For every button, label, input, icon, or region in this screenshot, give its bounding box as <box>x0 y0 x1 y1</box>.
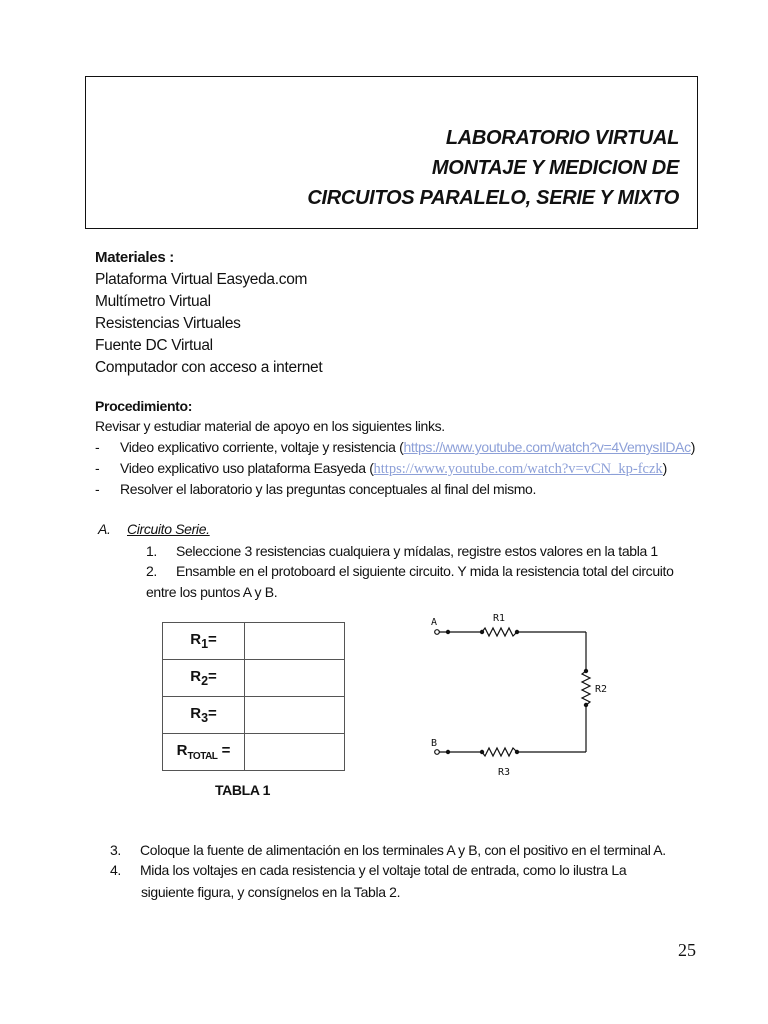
step-3-number: 3. <box>110 842 121 858</box>
step-4-text: Mida los voltajes en cada resistencia y el voltaje total de entrada, como lo ilustra La <box>140 862 627 878</box>
title-line-1: LABORATORIO VIRTUAL <box>445 127 679 149</box>
bullet-1-text: Video explicativo corriente, voltaje y resistencia ( <box>120 439 404 455</box>
bullet-dash: - <box>95 481 100 497</box>
page-number: 25 <box>678 940 696 960</box>
table-row <box>163 697 345 734</box>
bullet-dash: - <box>95 439 100 455</box>
procedimiento-heading: Procedimiento: <box>95 398 193 414</box>
r2-label: R2 <box>595 684 608 695</box>
section-a-title: Circuito Serie. <box>127 521 210 537</box>
step-2-number: 2. <box>146 563 157 579</box>
resistor-r2 <box>582 671 590 705</box>
step-1-text: Seleccione 3 resistencias cualquiera y mídalas, registre estos valores en la tabla 1 <box>176 543 658 559</box>
material-item: Multímetro Virtual <box>95 293 211 310</box>
table-value-cell[interactable] <box>245 697 345 734</box>
table-label-cell: $R_3=$ <box>163 697 245 734</box>
bullet-1-close: ) <box>690 439 696 455</box>
table-value-cell[interactable] <box>245 734 345 771</box>
step-3-text: Coloque la fuente de alimentación en los terminales A y B, con el positivo en el terminal A. <box>140 842 666 858</box>
materiales-heading: Materiales : <box>95 249 174 266</box>
step-2-text: Ensamble en el protoboard el siguiente circuito. Y mida la resistencia total del circuito <box>176 563 674 579</box>
table-1-caption: TABLA 1 <box>215 782 271 798</box>
title-line-3: CIRCUITOS PARALELO, SERIE Y MIXTO <box>307 187 679 209</box>
material-item: Resistencias Virtuales <box>95 315 241 332</box>
resistor-r3 <box>482 748 517 756</box>
table-label-cell: $R_1=$ <box>163 623 245 660</box>
title-box <box>85 76 698 229</box>
r1-label: R1 <box>492 613 506 624</box>
table-row <box>163 660 345 697</box>
bullet-2 <box>120 460 667 478</box>
material-item: Computador con acceso a internet <box>95 359 323 376</box>
bullet-3-text: Resolver el laboratorio y las preguntas conceptuales al final del mismo. <box>120 481 537 497</box>
table-row <box>163 734 345 771</box>
table-row <box>163 623 345 660</box>
node-b-terminal <box>435 750 440 755</box>
video-link-1[interactable]: https://www.youtube.com/watch?v=4VemysIlDAc <box>403 439 691 455</box>
node-b-label: B <box>431 738 438 749</box>
table-label-cell: $R_{TOTAL}$ = <box>163 734 245 771</box>
resistance-table <box>162 622 345 771</box>
step-2-text-cont: entre los puntos A y B. <box>146 584 278 600</box>
bullet-2-close: ) <box>662 460 667 476</box>
video-link-2[interactable]: https://www.youtube.com/watch?v=vCN_kp-fczk <box>373 461 663 477</box>
resistor-r1 <box>482 628 517 636</box>
material-item: Fuente DC Virtual <box>95 337 213 354</box>
title-line-2: MONTAJE Y MEDICION DE <box>431 157 679 179</box>
table-value-cell[interactable] <box>245 623 345 660</box>
node-a-terminal <box>435 630 440 635</box>
bullet-1 <box>120 439 695 455</box>
node-a-label: A <box>431 617 438 628</box>
bullet-dash: - <box>95 460 100 476</box>
step-1-number: 1. <box>146 543 157 559</box>
step-4-text-cont: siguiente figura, y consígnelos en la Tabla 2. <box>141 884 401 900</box>
r3-label: R3 <box>497 767 511 778</box>
table-label-cell: $R_2=$ <box>163 660 245 697</box>
bullet-2-text: Video explicativo uso plataforma Easyeda ( <box>120 460 374 476</box>
table-value-cell[interactable] <box>245 660 345 697</box>
step-4-number: 4. <box>110 862 121 878</box>
section-a-marker: A. <box>98 521 111 537</box>
material-item: Plataforma Virtual Easyeda.com <box>95 271 308 288</box>
series-circuit-diagram <box>420 605 620 785</box>
procedimiento-intro: Revisar y estudiar material de apoyo en los siguientes links. <box>95 418 445 434</box>
